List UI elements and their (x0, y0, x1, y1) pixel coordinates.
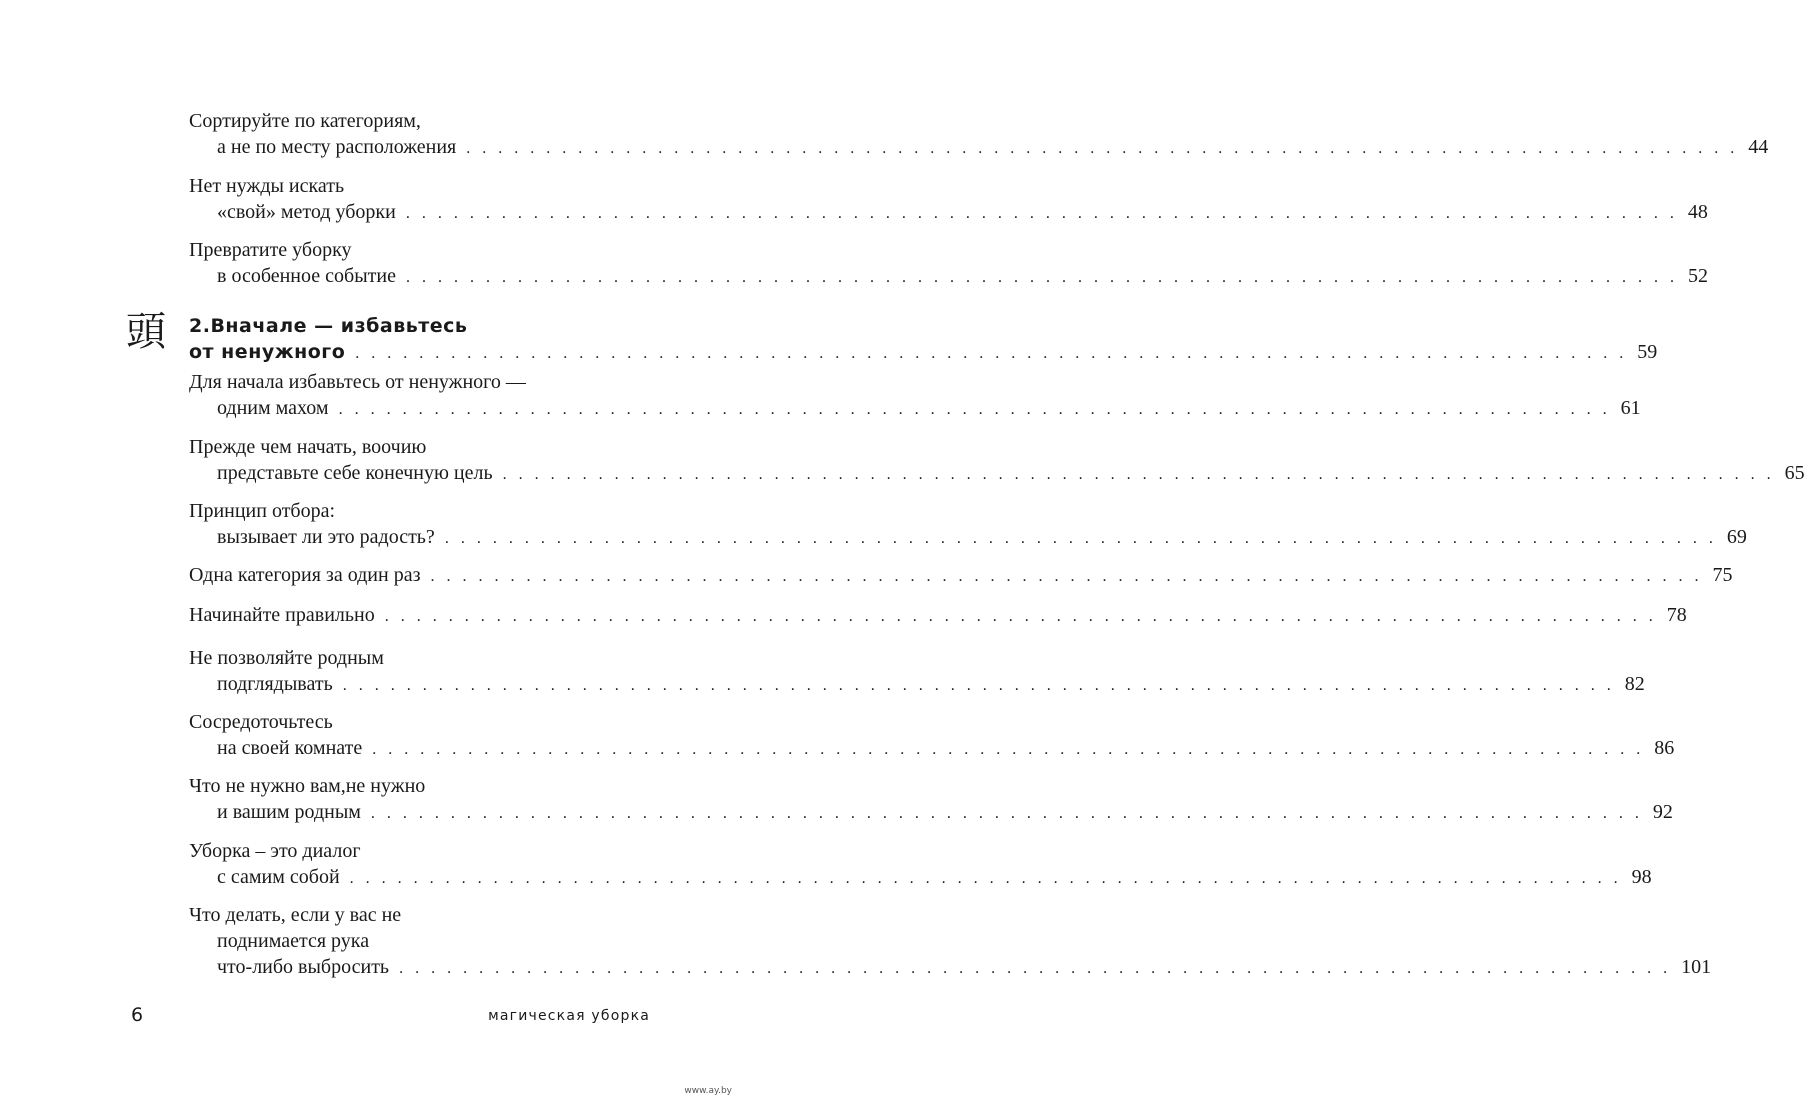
toc-page-number: 82 (1624, 673, 1645, 695)
dot-leader: . . . . . . . . . . . . . . . . . . . . . . . . . . . . . . . . . . . . . . . . . . . . . . . . . . . . . . . . . . . . . . . . . . . . . . . . . . . . . . . . (384, 608, 1657, 625)
toc-entry-title: Что не нужно вам,не нужно (189, 775, 426, 797)
toc-page-number: 44 (1748, 136, 1769, 158)
chapter-heading (189, 313, 1658, 367)
toc-page-number: 69 (1726, 526, 1747, 548)
toc-page-number: 98 (1631, 866, 1652, 888)
toc-entry-title: Сортируйте по категориям, (189, 110, 421, 132)
toc-entry-title-end: Одна категория за один раз (189, 564, 421, 586)
toc-entry-title: Не позволяйте родным (189, 647, 384, 669)
toc-entry-title-end: в особенное событие (217, 265, 396, 287)
dot-leader: . . . . . . . . . . . . . . . . . . . . . . . . . . . . . . . . . . . . . . . . . . . . . . . . . . . . . . . . . . . . . . . . . . . . . . . . . . . . . . . . (338, 401, 1611, 418)
toc-entry-title: поднимается рука (217, 930, 370, 952)
toc-entry-title-end: Начинайте правильно (189, 604, 375, 626)
toc-page-number: 52 (1687, 265, 1708, 287)
dot-leader: . . . . . . . . . . . . . . . . . . . . . . . . . . . . . . . . . . . . . . . . . . . . . . . . . . . . . . . . . . . . . . . . . . . . . . . . . . . . . . . . (349, 870, 1622, 887)
toc-entry-title-end: представьте себе конечную цель (217, 462, 493, 484)
toc-page-number: 48 (1687, 201, 1708, 223)
toc-entry (189, 709, 1675, 763)
chapter-title-end: от ненужного (189, 341, 346, 363)
toc-entry (189, 237, 1708, 291)
toc-entry (189, 602, 1687, 630)
toc-entry-title: Для начала избавьтесь от ненужного — (189, 371, 526, 393)
toc-entry-title: Уборка – это диалог (189, 840, 361, 862)
page-number: 6 (131, 1004, 144, 1026)
toc-entry-title-end: вызывает ли это радость? (217, 526, 435, 548)
dot-leader: . . . . . . . . . . . . . . . . . . . . . . . . . . . . . . . . . . . . . . . . . . . . . . . . . . . . . . . . . . . . . . . . . . . . . . . . . . . . . . . . (502, 466, 1775, 483)
toc-page-number: 65 (1784, 462, 1805, 484)
toc-entry-title: Принцип отбора: (189, 500, 336, 522)
toc-page-number: 101 (1681, 956, 1712, 978)
dot-leader: . . . . . . . . . . . . . . . . . . . . . . . . . . . . . . . . . . . . . . . . . . . . . . . . . . . . . . . . . . . . . . . . . . . . . . . . . . . . . . . . (372, 741, 1645, 758)
kanji-emblem-icon: 頭 (126, 309, 166, 355)
toc-entry (189, 902, 1712, 982)
toc-entry-title-end: «свой» метод уборки (217, 201, 396, 223)
running-head: магическая уборка (488, 1008, 650, 1024)
chapter-title: 2.Вначале — избавьтесь (189, 315, 468, 337)
toc-page-number: 75 (1712, 564, 1733, 586)
watermark: www.ay.by (684, 1086, 732, 1096)
dot-leader: . . . . . . . . . . . . . . . . . . . . . . . . . . . . . . . . . . . . . . . . . . . . . . . . . . . . . . . . . . . . . . . . . . . . . . . . . . . . . . . . (355, 345, 1628, 362)
toc-page-number: 86 (1654, 737, 1675, 759)
dot-leader: . . . . . . . . . . . . . . . . . . . . . . . . . . . . . . . . . . . . . . . . . . . . . . . . . . . . . . . . . . . . . . . . . . . . . . . . . . . . . . . . (370, 805, 1643, 822)
toc-entry-title: Нет нужды искать (189, 175, 345, 197)
dot-leader: . . . . . . . . . . . . . . . . . . . . . . . . . . . . . . . . . . . . . . . . . . . . . . . . . . . . . . . . . . . . . . . . . . . . . . . . . . . . . . . . (342, 677, 1615, 694)
toc-entry-title: Что делать, если у вас не (189, 904, 402, 926)
toc-entry (189, 838, 1652, 892)
dot-leader: . . . . . . . . . . . . . . . . . . . . . . . . . . . . . . . . . . . . . . . . . . . . . . . . . . . . . . . . . . . . . . . . . . . . . . . . . . . . . . . . (405, 269, 1678, 286)
toc-entry-title: Прежде чем начать, воочию (189, 436, 427, 458)
toc-entry (189, 108, 1769, 162)
toc-page-number: 59 (1637, 341, 1658, 363)
dot-leader: . . . . . . . . . . . . . . . . . . . . . . . . . . . . . . . . . . . . . . . . . . . . . . . . . . . . . . . . . . . . . . . . . . . . . . . . . . . . . . . . (405, 205, 1678, 222)
toc-entry-title-end: а не по месту расположения (217, 136, 457, 158)
toc-entry-title: Сосредоточьтесь (189, 711, 333, 733)
toc-entry (189, 645, 1645, 699)
dot-leader: . . . . . . . . . . . . . . . . . . . . . . . . . . . . . . . . . . . . . . . . . . . . . . . . . . . . . . . . . . . . . . . . . . . . . . . . . . . . . . . . (466, 140, 1739, 157)
dot-leader: . . . . . . . . . . . . . . . . . . . . . . . . . . . . . . . . . . . . . . . . . . . . . . . . . . . . . . . . . . . . . . . . . . . . . . . . . . . . . . . . (399, 960, 1672, 977)
toc-entry-title-end: на своей комнате (217, 737, 363, 759)
toc-page-number: 78 (1666, 604, 1687, 626)
toc-entry (189, 773, 1673, 827)
toc-entry-title-end: что-либо выбросить (217, 956, 390, 978)
toc-page-number: 92 (1652, 801, 1673, 823)
dot-leader: . . . . . . . . . . . . . . . . . . . . . . . . . . . . . . . . . . . . . . . . . . . . . . . . . . . . . . . . . . . . . . . . . . . . . . . . . . . . . . . . (444, 530, 1717, 547)
toc-entry-title: Превратите уборку (189, 239, 352, 261)
toc-entry (189, 434, 1805, 488)
toc-entry (189, 369, 1641, 423)
toc-entry (189, 562, 1733, 590)
toc-entry (189, 498, 1747, 552)
toc-entry-title-end: одним махом (217, 397, 329, 419)
toc-entry-title-end: и вашим родным (217, 801, 361, 823)
toc-entry (189, 173, 1708, 227)
toc-page-number: 61 (1620, 397, 1641, 419)
toc-entry-title-end: подглядывать (217, 673, 333, 695)
dot-leader: . . . . . . . . . . . . . . . . . . . . . . . . . . . . . . . . . . . . . . . . . . . . . . . . . . . . . . . . . . . . . . . . . . . . . . . . . . . . . . . . (430, 568, 1703, 585)
toc-entry-title-end: с самим собой (217, 866, 340, 888)
